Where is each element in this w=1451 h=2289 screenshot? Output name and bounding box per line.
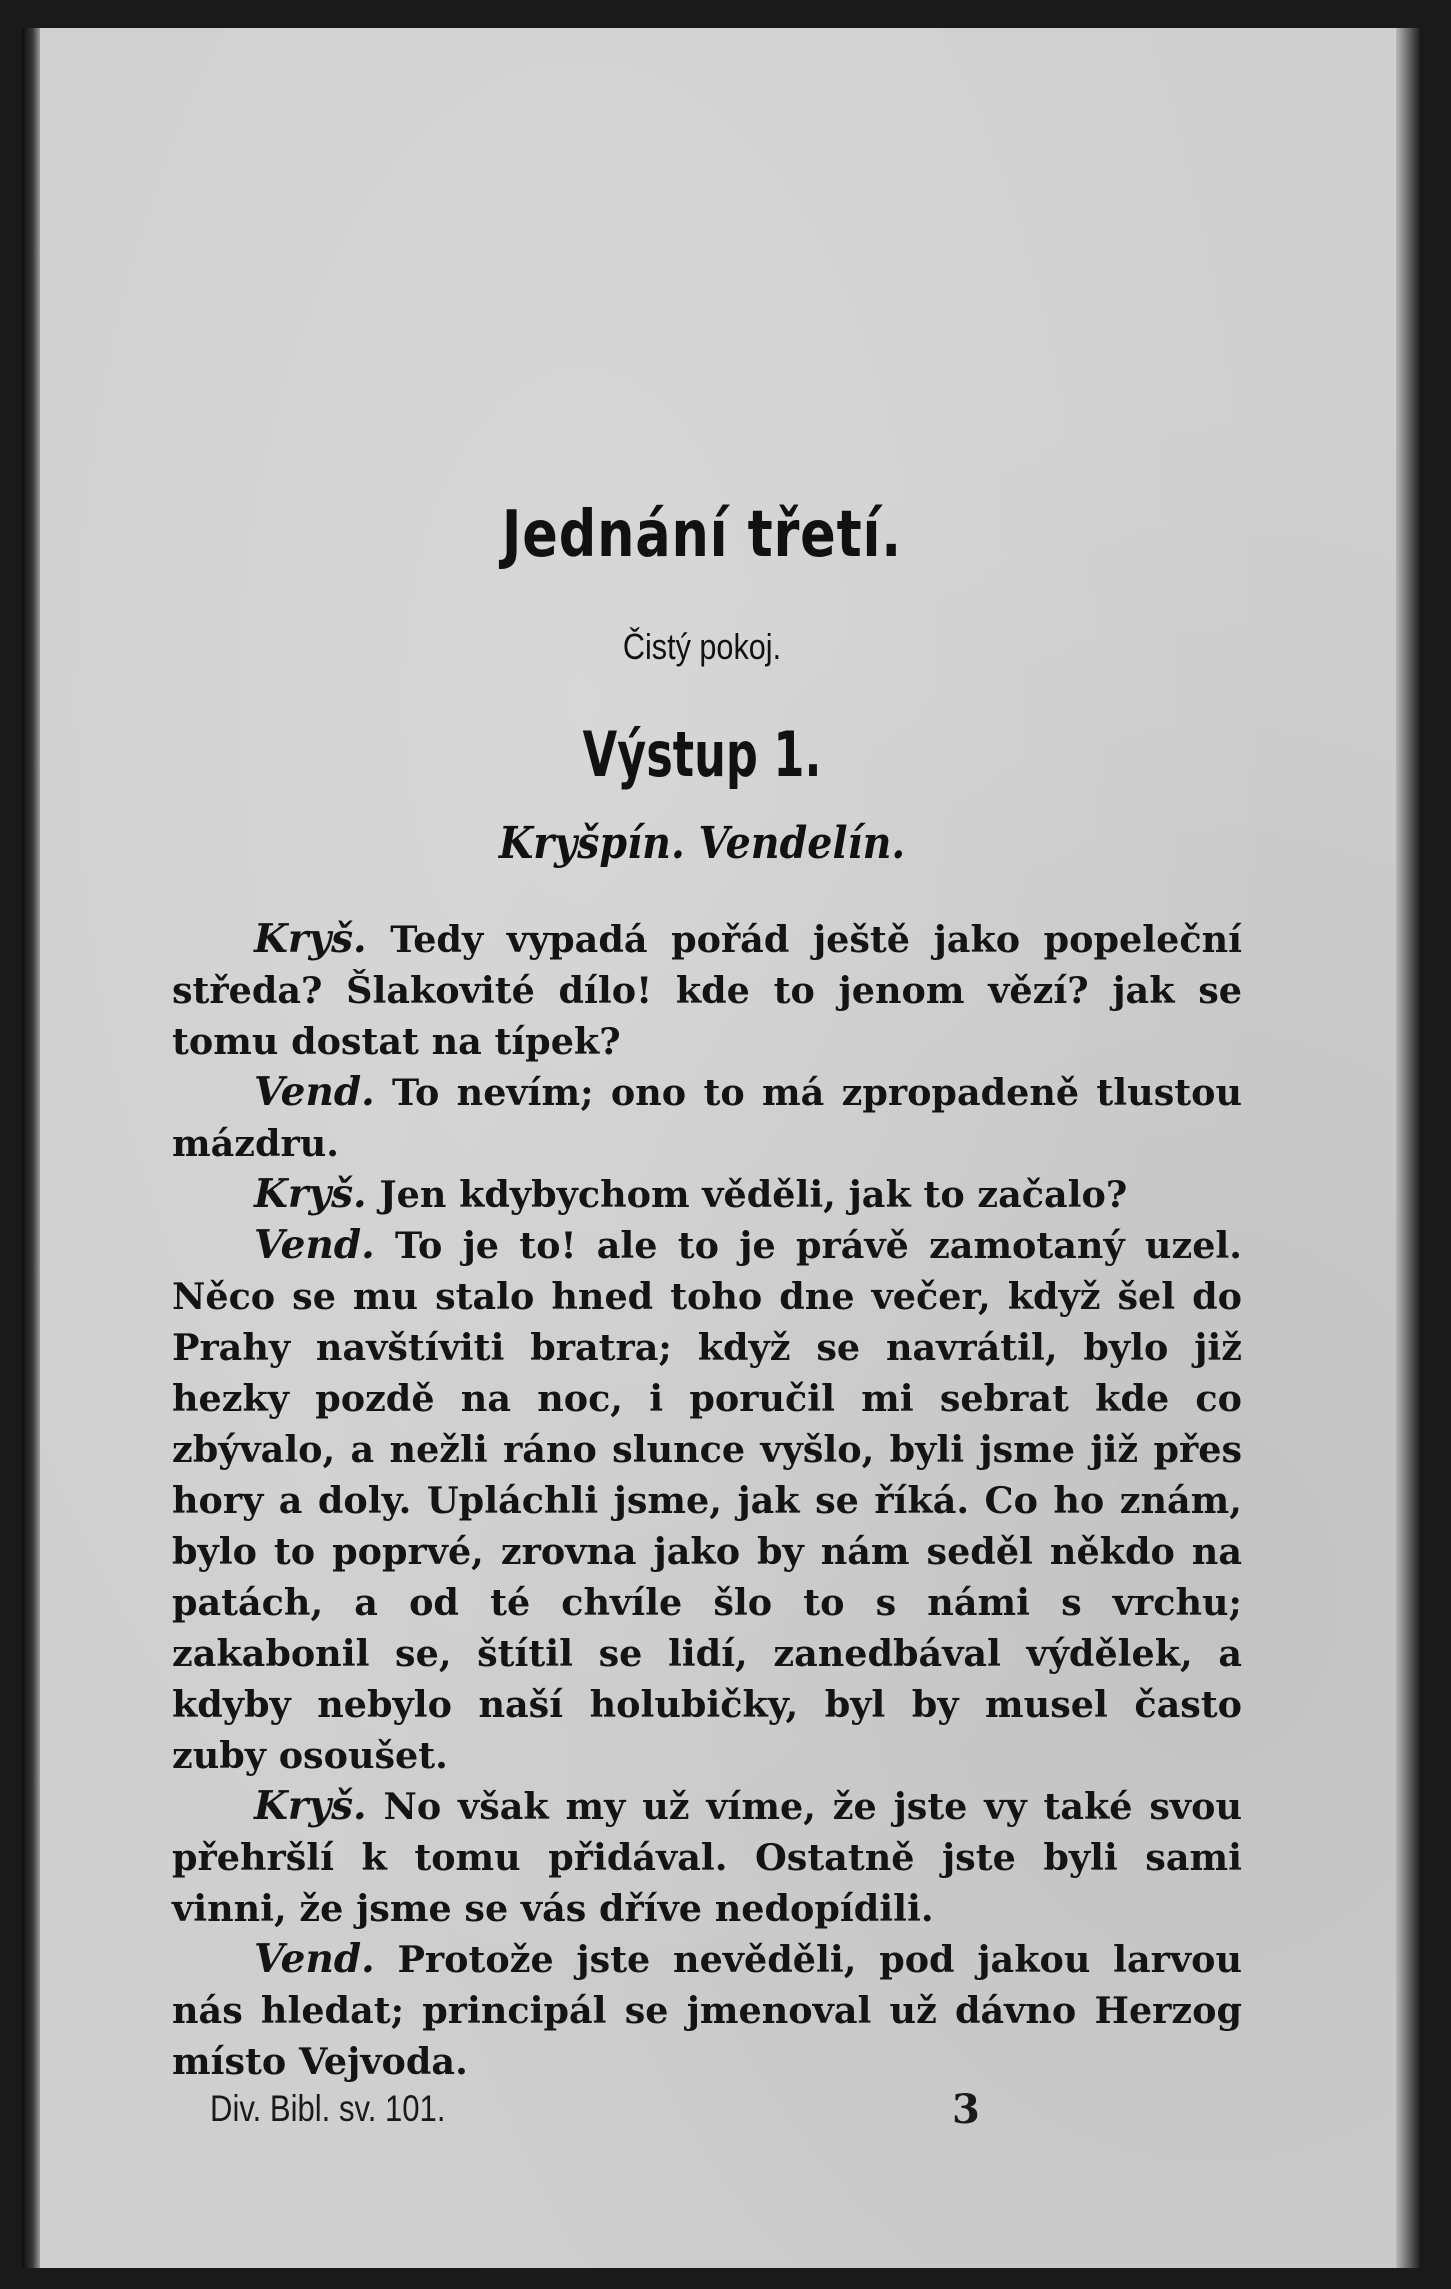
page-number: 3 <box>952 2086 980 2133</box>
dialogue-text: To je to! ale to je právě zamotaný uzel. Něco se mu stalo hned toho dne večer, když šel do Prahy navštíviti bratra; když se navrátil, bylo již hezky pozdě na noc, i poručil mi sebrat kde co zbývalo, a nežli ráno slunce vyšlo, byli jsme již přes hory a doly. Upláchli jsme, jak se říká. Co ho znám, bylo to poprvé, zrovna jako by nám seděl někdo na patách, a od té chvíle šlo to s námi s vrchu; zakabonil se, štítil se lidí, zanedbával výdělek, a kdyby nebylo naší holubičky, byl by musel často zuby osoušet. <box>172 1224 1242 1777</box>
dialogue-paragraph <box>172 1067 1242 1169</box>
dialogue-text: Protože jste nevěděli, pod jakou larvou nás hledat; principál se jmenoval už dávno Herzog místo Vejvoda. <box>172 1938 1242 2083</box>
speaker-name: Vend. <box>254 1222 375 1268</box>
dialogue-paragraph <box>172 1934 1242 2087</box>
page-edge-shadow <box>1396 28 1422 2268</box>
dialogue-paragraph <box>172 1220 1242 1781</box>
dialogue-paragraph <box>172 1169 1242 1220</box>
speaker-name: Kryš. <box>254 1783 367 1829</box>
characters-list: Kryšpín. Vendelín. <box>498 818 906 869</box>
dialogue-text: No však my už víme, že jste vy také svou přehršlí k tomu přidával. Ostatně jste byli sami vinni, že jsme se vás dříve nedopídili. <box>172 1785 1242 1930</box>
book-page <box>22 28 1422 2268</box>
dialogue-text: Jen kdybychom věděli, jak to začalo? <box>379 1173 1128 1216</box>
dialogue-paragraph <box>172 914 1242 1067</box>
scene-title: Výstup 1. <box>582 718 822 791</box>
dialogue-text: To nevím; ono to má zpropadeně tlustou mázdru. <box>172 1071 1242 1165</box>
dialogue-paragraph <box>172 1781 1242 1934</box>
speaker-name: Kryš. <box>254 1171 367 1217</box>
dialogue-body <box>172 914 1242 2087</box>
speaker-name: Vend. <box>254 1936 375 1982</box>
speaker-name: Kryš. <box>254 916 367 962</box>
act-title: Jednání třetí. <box>501 498 903 572</box>
footer-signature: Div. Bibl. sv. 101. <box>210 2088 446 2129</box>
scene-setting: Čistý pokoj. <box>622 626 782 667</box>
dialogue-text: Tedy vypadá pořád ještě jako popeleční středa? Šlakovité dílo! kde to jenom vězí? jak se tomu dostat na típek? <box>172 918 1242 1063</box>
speaker-name: Vend. <box>254 1069 375 1115</box>
book-spine-shadow <box>22 28 40 2268</box>
